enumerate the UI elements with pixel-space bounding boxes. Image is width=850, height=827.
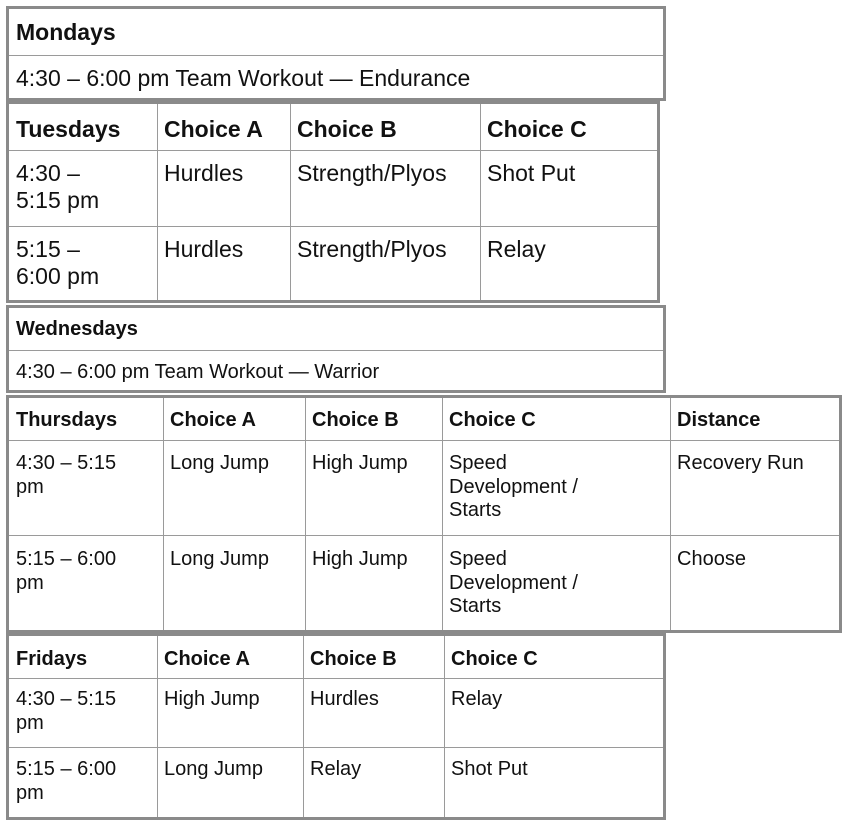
fridays-header-choice-b: Choice B <box>310 648 397 670</box>
thursdays-row2-choice-b: High Jump <box>312 548 408 570</box>
divider <box>305 398 306 630</box>
fridays-header-choice-c: Choice C <box>451 648 538 670</box>
divider <box>9 678 663 679</box>
thursdays-table <box>6 395 842 633</box>
fridays-row1-choice-c: Relay <box>451 688 503 710</box>
thursdays-header-choice-a: Choice A <box>170 409 256 431</box>
tuesdays-header-choice-b: Choice B <box>297 116 397 142</box>
thursdays-header-day: Thursdays <box>16 409 118 431</box>
thursdays-header-choice-b: Choice B <box>312 409 399 431</box>
tuesdays-row1-choice-a: Hurdles <box>164 160 244 186</box>
thursdays-header-choice-c: Choice C <box>449 409 536 431</box>
thursdays-header-distance: Distance <box>677 409 761 431</box>
thursdays-row1-choice-b: High Jump <box>312 452 408 474</box>
fridays-table <box>6 633 666 820</box>
thursdays-row1-choice-c: Speed Development / Starts <box>449 452 578 522</box>
tuesdays-row2-time: 5:15 – 6:00 pm <box>16 236 100 290</box>
mondays-schedule: 4:30 – 6:00 pm Team Workout — Endurance <box>16 65 471 91</box>
tuesdays-row2-choice-c: Relay <box>487 236 546 262</box>
divider <box>9 747 663 748</box>
fridays-row2-choice-a: Long Jump <box>164 758 263 780</box>
divider <box>9 55 663 56</box>
fridays-row2-choice-b: Relay <box>310 758 362 780</box>
tuesdays-header-day: Tuesdays <box>16 116 121 142</box>
thursdays-row2-time: 5:15 – 6:00 pm <box>16 548 117 594</box>
tuesdays-header-choice-a: Choice A <box>164 116 263 142</box>
tuesdays-row2-choice-b: Strength/Plyos <box>297 236 447 262</box>
fridays-row1-choice-a: High Jump <box>164 688 260 710</box>
tuesdays-row1-choice-c: Shot Put <box>487 160 576 186</box>
thursdays-row2-choice-a: Long Jump <box>170 548 269 570</box>
fridays-header-day: Fridays <box>16 648 88 670</box>
divider <box>9 150 657 151</box>
divider <box>670 398 671 630</box>
thursdays-row1-distance: Recovery Run <box>677 452 804 474</box>
wednesdays-schedule: 4:30 – 6:00 pm Team Workout — Warrior <box>16 361 380 383</box>
wednesdays-table <box>6 305 666 393</box>
divider <box>9 350 663 351</box>
mondays-table <box>6 6 666 101</box>
tuesdays-row1-time: 4:30 – 5:15 pm <box>16 160 100 214</box>
mondays-title: Mondays <box>16 19 116 45</box>
tuesdays-header-choice-c: Choice C <box>487 116 587 142</box>
fridays-row1-time: 4:30 – 5:15 pm <box>16 688 117 734</box>
thursdays-row1-time: 4:30 – 5:15 pm <box>16 452 117 498</box>
fridays-row2-time: 5:15 – 6:00 pm <box>16 758 117 804</box>
divider <box>9 535 839 536</box>
divider <box>9 226 657 227</box>
thursdays-row1-choice-a: Long Jump <box>170 452 269 474</box>
fridays-header-choice-a: Choice A <box>164 648 250 670</box>
wednesdays-title: Wednesdays <box>16 318 138 340</box>
fridays-row1-choice-b: Hurdles <box>310 688 379 710</box>
thursdays-row2-distance: Choose <box>677 548 746 570</box>
tuesdays-row2-choice-a: Hurdles <box>164 236 244 262</box>
tuesdays-row1-choice-b: Strength/Plyos <box>297 160 447 186</box>
thursdays-row2-choice-c: Speed Development / Starts <box>449 548 578 618</box>
divider <box>9 440 839 441</box>
divider <box>163 398 164 630</box>
tuesdays-table <box>6 101 660 303</box>
fridays-row2-choice-c: Shot Put <box>451 758 528 780</box>
